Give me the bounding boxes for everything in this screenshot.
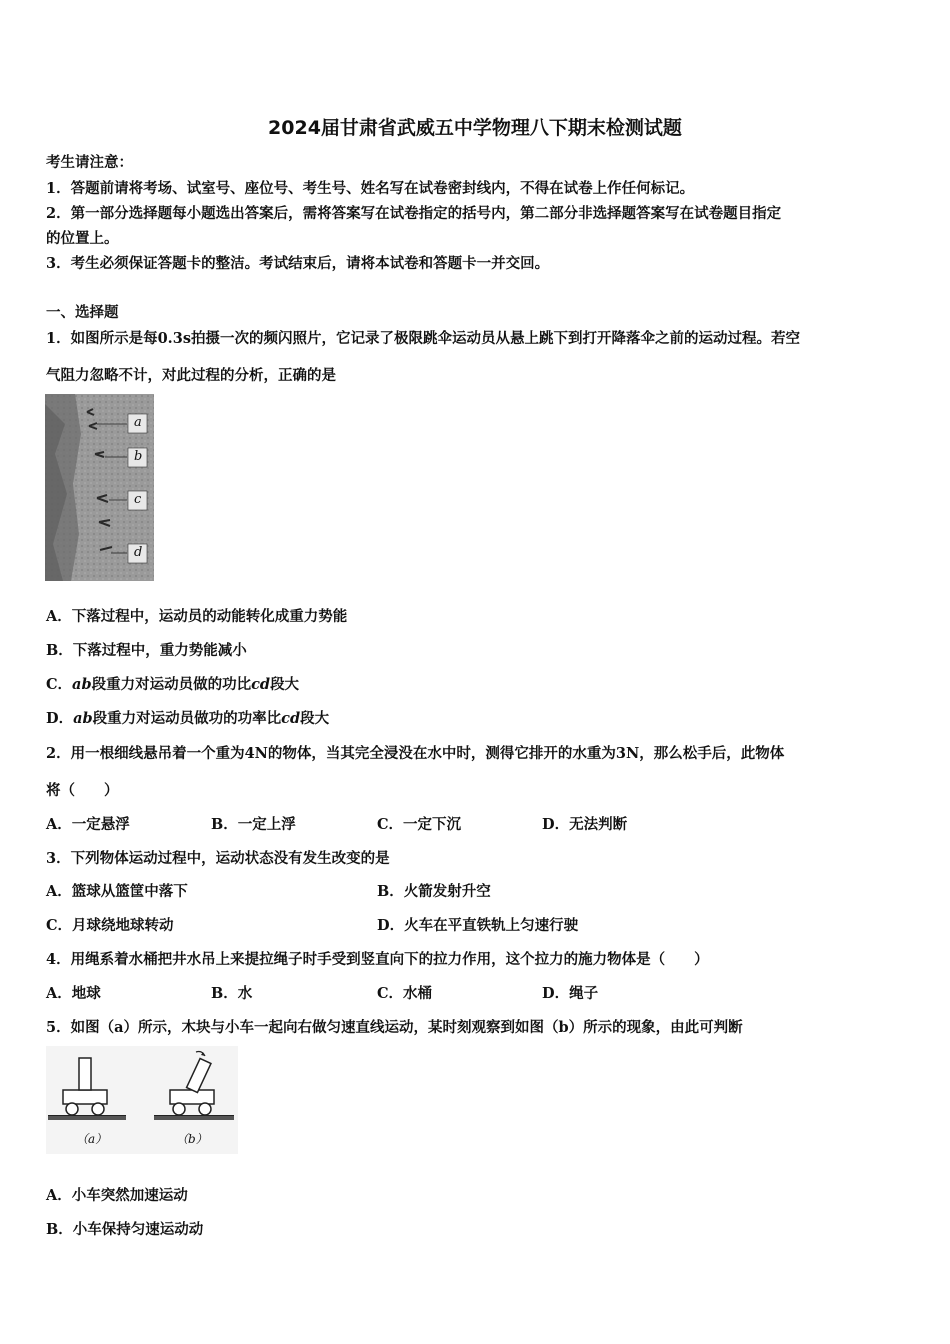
q5-stem: 5．如图（a）所示，木块与小车一起向右做匀速直线运动，某时刻观察到如图（b）所示的现象，由此可判断 <box>46 1019 743 1036</box>
q1-option-c: C．ab段重力对运动员做的功比cd段大 <box>46 676 300 693</box>
q1-option-a: A．下落过程中，运动员的动能转化成重力势能 <box>46 608 348 625</box>
q5-option-a: A．小车突然加速运动 <box>46 1187 188 1204</box>
q2-option-c: C．一定下沉 <box>377 816 462 833</box>
q4-stem: 4．用绳系着水桶把井水吊上来提拉绳子时手受到竖直向下的拉力作用，这个拉力的施力物体是（ ） <box>46 951 709 968</box>
q1-stem-cont: 气阻力忽略不计，对此过程的分析，正确的是 <box>46 367 336 384</box>
q3-option-d: D．火车在平直铁轨上匀速行驶 <box>377 917 579 934</box>
figure-label-a: a <box>134 415 142 430</box>
q3-option-b: B．火箭发射升空 <box>377 883 491 900</box>
notice-item: 2．第一部分选择题每小题选出答案后，需将答案写在试卷指定的括号内，第二部分非选择题答案写在试卷题目指定 <box>46 205 782 222</box>
notice-heading: 考生请注意： <box>46 154 133 171</box>
figure-label-b: b <box>134 449 143 464</box>
q1-stem: 1．如图所示是每0.3s拍摄一次的频闪照片，它记录了极限跳伞运动员从悬上跳下到打开降落伞之前的运动过程。若空 <box>46 330 800 347</box>
figure-label-a: （a） <box>76 1132 108 1146</box>
q1-photo <box>45 394 154 581</box>
q1-option-d: D．ab段重力对运动员做功的功率比cd段大 <box>46 710 330 727</box>
section-heading: 一、选择题 <box>46 304 119 321</box>
figure-label-b: （b） <box>176 1132 208 1146</box>
q3-option-c: C．月球绕地球转动 <box>46 917 174 934</box>
q3-option-a: A．篮球从篮筐中落下 <box>46 883 188 900</box>
q5-figure <box>46 1046 238 1154</box>
q2-stem-cont: 将（ ） <box>46 782 119 799</box>
q4-option-c: C．水桶 <box>377 985 433 1002</box>
figure-label-c: c <box>134 492 142 507</box>
q4-option-b: B．水 <box>211 985 253 1002</box>
page-title: 2024届甘肃省武威五中学物理八下期末检测试题 <box>268 117 682 139</box>
notice-item: 1．答题前请将考场、试室号、座位号、考生号、姓名写在试卷密封线内，不得在试卷上作任何标记。 <box>46 180 695 197</box>
q2-option-d: D．无法判断 <box>542 816 628 833</box>
notice-item: 的位置上。 <box>46 230 119 247</box>
q4-option-a: A．地球 <box>46 985 101 1002</box>
q2-option-b: B．一定上浮 <box>211 816 296 833</box>
q2-option-a: A．一定悬浮 <box>46 816 130 833</box>
figure-label-d: d <box>134 545 143 560</box>
q5-option-b: B．小车保持匀速运动动 <box>46 1221 204 1238</box>
q1-option-b: B．下落过程中，重力势能减小 <box>46 642 247 659</box>
q4-option-d: D．绳子 <box>542 985 599 1002</box>
notice-item: 3．考生必须保证答题卡的整洁。考试结束后，请将本试卷和答题卡一并交回。 <box>46 255 550 272</box>
q2-stem: 2．用一根细线悬吊着一个重为4N的物体，当其完全浸没在水中时，测得它排开的水重为3N，那么松手后，此物体 <box>46 745 785 762</box>
q3-stem: 3．下列物体运动过程中，运动状态没有发生改变的是 <box>46 850 390 867</box>
